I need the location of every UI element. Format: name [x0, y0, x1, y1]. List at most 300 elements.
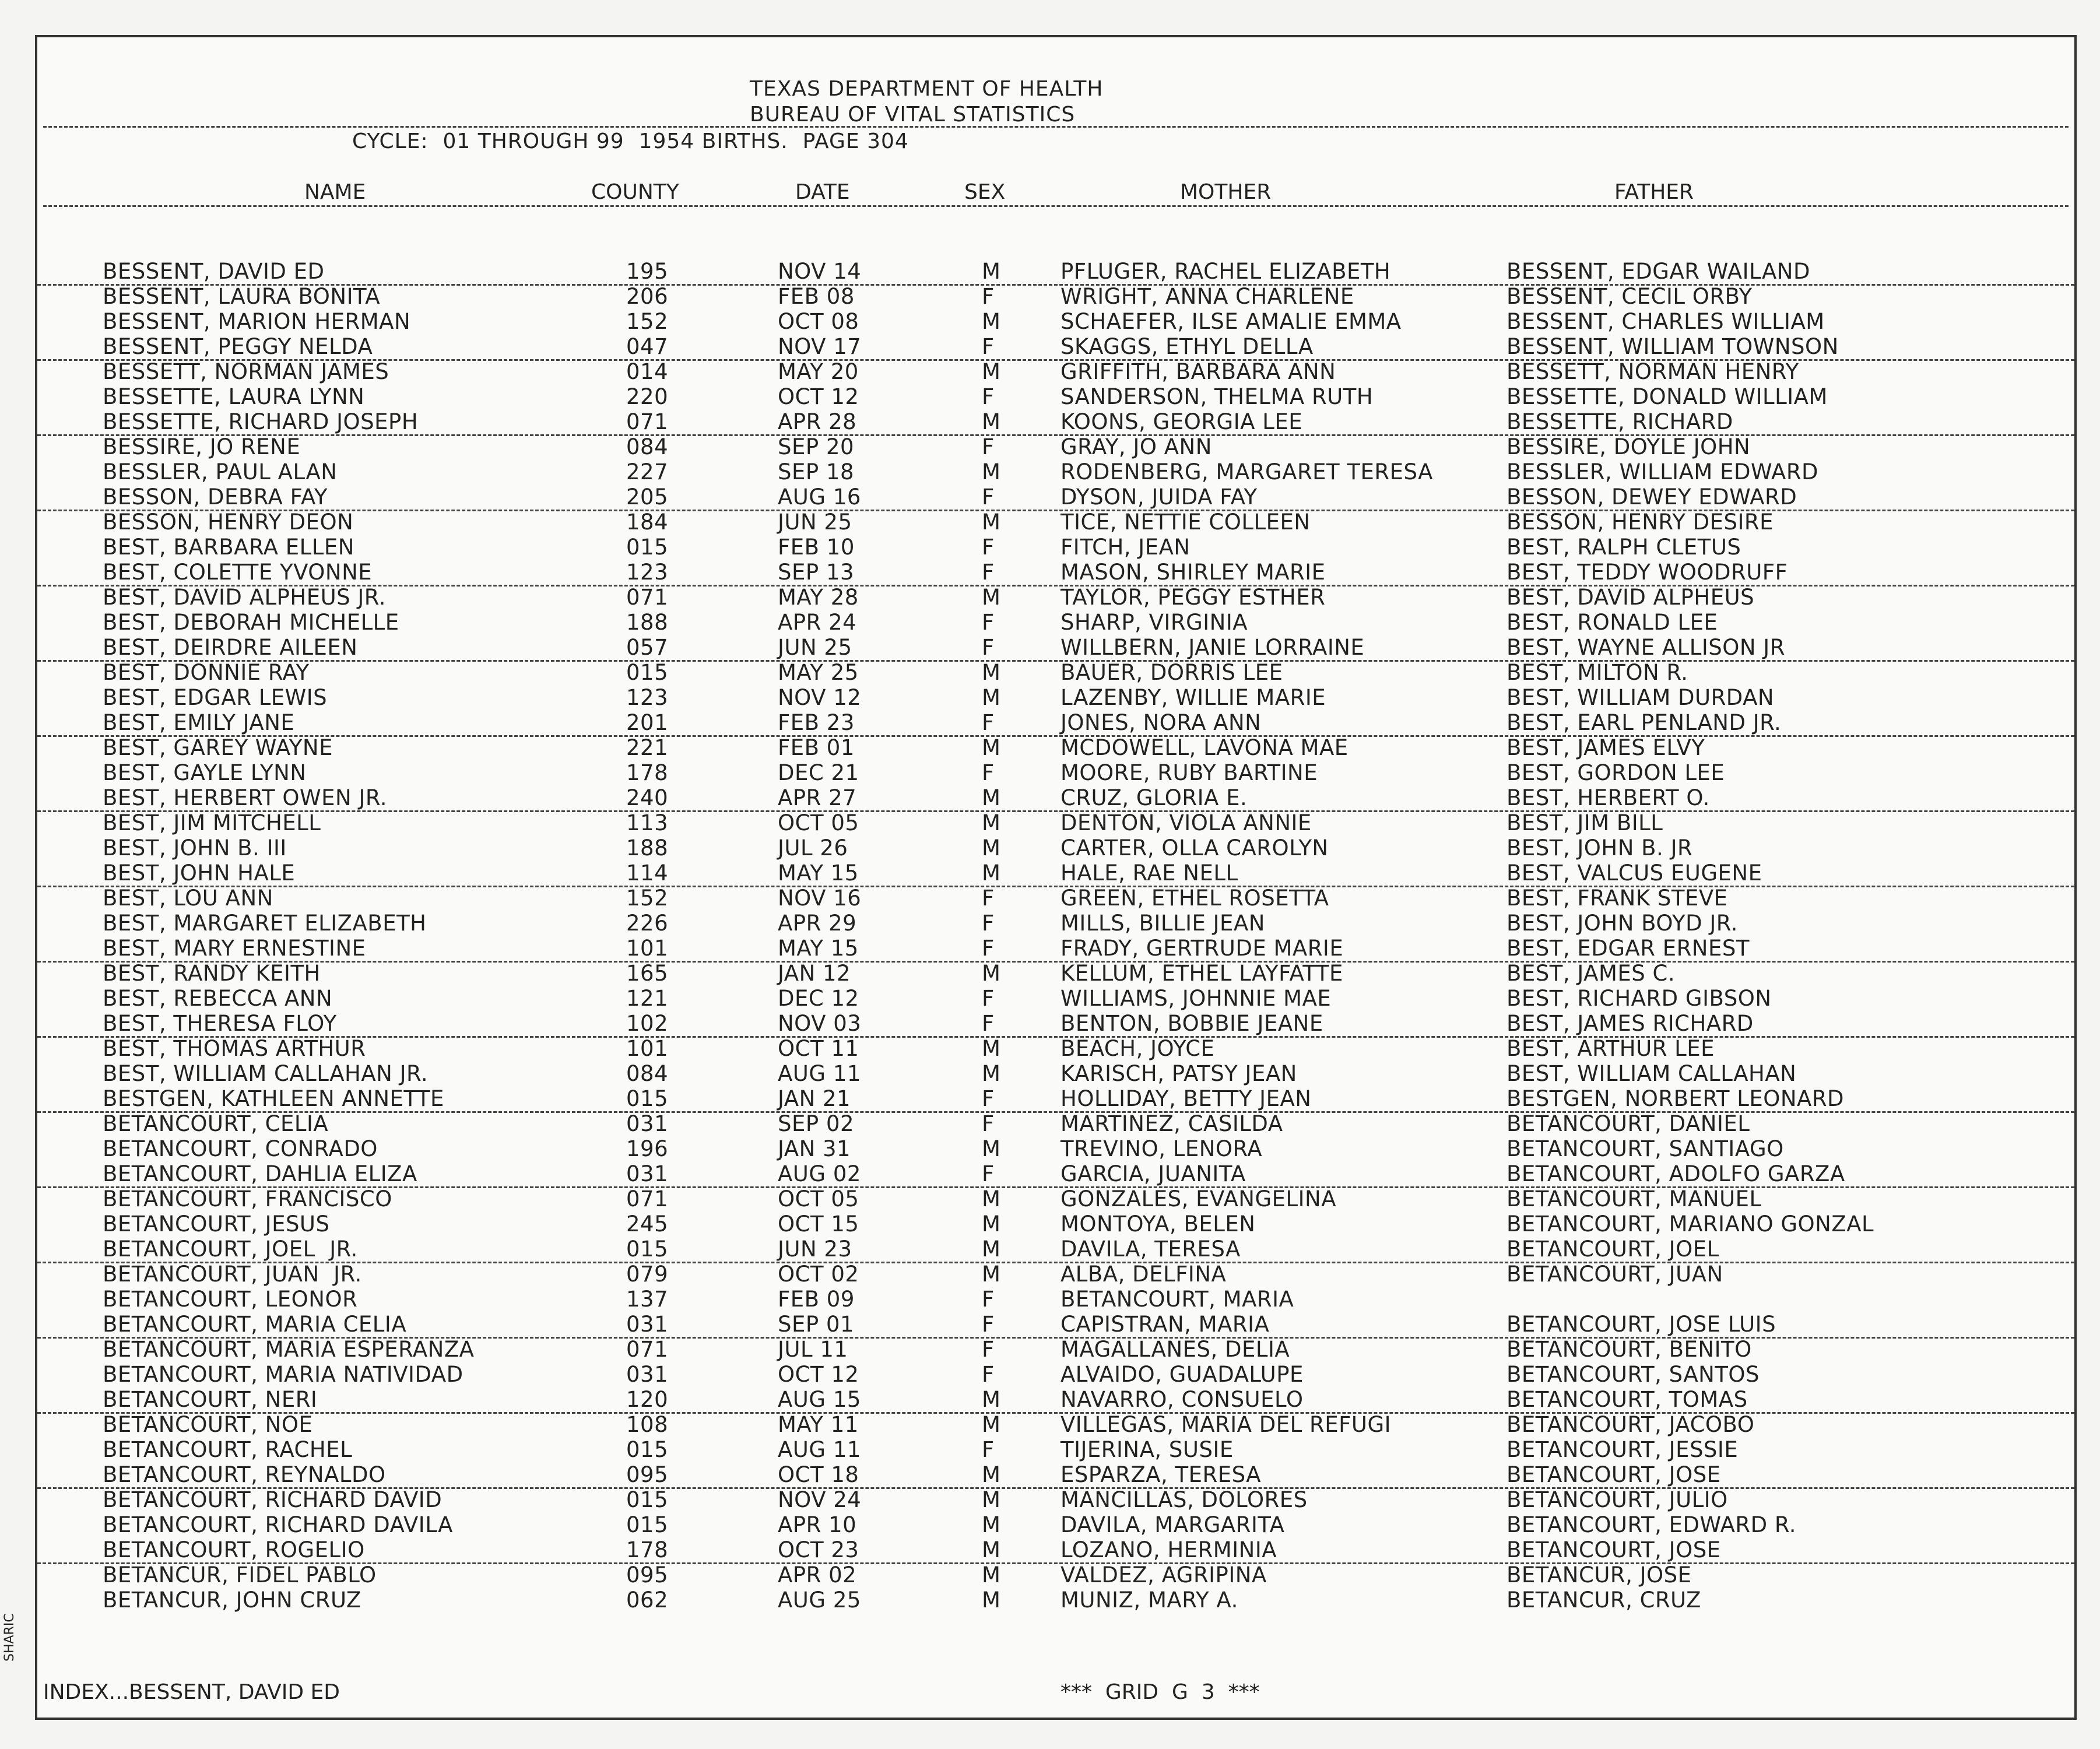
cell-date: MAY 28 [778, 585, 859, 610]
cell-mother: SANDERSON, THELMA RUTH [1060, 384, 1374, 409]
cell-father: BESSENT, WILLIAM TOWNSON [1506, 334, 1839, 359]
table-row [37, 685, 2074, 710]
cell-name: BETANCOURT, JUAN JR. [103, 1262, 362, 1287]
cell-mother: WILLBERN, JANIE LORRAINE [1060, 635, 1365, 660]
cell-date: APR 24 [778, 610, 857, 635]
cell-name: BETANCOURT, NOE [103, 1412, 313, 1437]
cell-date: MAY 25 [778, 660, 859, 685]
cell-date: APR 10 [778, 1512, 857, 1537]
cell-date: DEC 12 [778, 986, 859, 1011]
cell-father: BEST, DAVID ALPHEUS [1506, 585, 1755, 610]
column-header-date: DATE [795, 180, 850, 204]
cell-sex: M [982, 685, 1001, 710]
cell-father: BESTGEN, NORBERT LEONARD [1506, 1086, 1845, 1111]
cell-name: BETANCOURT, ROGELIO [103, 1537, 365, 1562]
cell-father: BESSENT, CECIL ORBY [1506, 284, 1753, 309]
cell-name: BESSON, DEBRA FAY [103, 484, 328, 510]
table-row [37, 510, 2074, 535]
cell-name: BETANCOURT, CONRADO [103, 1136, 378, 1161]
cell-date: NOV 24 [778, 1487, 862, 1512]
cell-sex: M [982, 1537, 1001, 1562]
table-row [37, 1387, 2074, 1414]
header-divider [43, 126, 2069, 128]
cell-sex: M [982, 1512, 1001, 1537]
table-row [37, 1111, 2074, 1136]
cell-sex: M [982, 1588, 1001, 1613]
cell-mother: MUNIZ, MARY A. [1060, 1588, 1238, 1613]
cell-father: BESSETTE, RICHARD [1506, 409, 1733, 434]
cell-father: BEST, JAMES RICHARD [1506, 1011, 1754, 1036]
cell-name: BEST, COLETTE YVONNE [103, 560, 373, 585]
cell-mother: SHARP, VIRGINIA [1060, 610, 1248, 635]
cell-father: BEST, TEDDY WOODRUFF [1506, 560, 1788, 585]
column-header-name: NAME [304, 180, 366, 204]
cell-county: 062 [626, 1588, 669, 1613]
cell-county: 031 [626, 1362, 669, 1387]
cell-name: BETANCOURT, LEONOR [103, 1287, 358, 1312]
cell-sex: M [982, 1562, 1001, 1588]
cell-sex: M [982, 1211, 1001, 1237]
cell-father: BETANCOURT, JULIO [1506, 1487, 1728, 1512]
cell-father: BEST, RICHARD GIBSON [1506, 986, 1772, 1011]
cell-county: 220 [626, 384, 669, 409]
cell-sex: M [982, 1487, 1001, 1512]
cell-father: BETANCOURT, ADOLFO GARZA [1506, 1161, 1845, 1186]
cell-county: 152 [626, 309, 669, 334]
table-row [37, 1061, 2074, 1086]
cell-county: 201 [626, 710, 669, 735]
cell-mother: BENTON, BOBBIE JEANE [1060, 1011, 1323, 1036]
grid-footer: *** GRID G 3 *** [1060, 1680, 1260, 1704]
cell-date: MAY 20 [778, 359, 859, 384]
cell-sex: F [982, 986, 995, 1011]
cell-mother: NAVARRO, CONSUELO [1060, 1387, 1304, 1412]
cell-date: NOV 03 [778, 1011, 862, 1036]
cell-date: AUG 02 [778, 1161, 861, 1186]
cell-name: BEST, BARBARA ELLEN [103, 535, 354, 560]
cell-mother: BEACH, JOYCE [1060, 1036, 1215, 1061]
table-row [37, 710, 2074, 737]
cell-name: BEST, RANDY KEITH [103, 961, 321, 986]
table-row [37, 1161, 2074, 1188]
index-footer: INDEX...BESSENT, DAVID ED [43, 1680, 340, 1704]
cell-sex: M [982, 259, 1001, 284]
table-row [37, 535, 2074, 560]
cell-county: 071 [626, 585, 669, 610]
cell-sex: F [982, 936, 995, 961]
table-row [37, 810, 2074, 835]
cell-name: BETANCUR, JOHN CRUZ [103, 1588, 361, 1613]
cell-date: AUG 15 [778, 1387, 861, 1412]
cell-mother: DAVILA, TERESA [1060, 1237, 1241, 1262]
cell-date: JAN 31 [778, 1136, 851, 1161]
table-row [37, 1186, 2074, 1211]
cell-father: BEST, JOHN BOYD JR. [1506, 911, 1738, 936]
table-row [37, 835, 2074, 861]
cell-father: BESSLER, WILLIAM EDWARD [1506, 459, 1819, 484]
cell-mother: RODENBERG, MARGARET TERESA [1060, 459, 1433, 484]
cell-mother: TREVINO, LENORA [1060, 1136, 1263, 1161]
cell-father: BETANCOURT, JACOBO [1506, 1412, 1755, 1437]
cell-name: BETANCOURT, JOEL JR. [103, 1237, 358, 1262]
cell-name: BETANCOURT, CELIA [103, 1111, 329, 1136]
cell-sex: M [982, 1462, 1001, 1487]
table-row [37, 660, 2074, 685]
cell-mother: GONZALES, EVANGELINA [1060, 1186, 1337, 1211]
cell-father: BETANCUR, JOSE [1506, 1562, 1692, 1588]
cell-date: NOV 17 [778, 334, 862, 359]
table-row [37, 886, 2074, 911]
table-row [37, 1412, 2074, 1437]
cell-mother: BETANCOURT, MARIA [1060, 1287, 1294, 1312]
cell-sex: F [982, 911, 995, 936]
cell-name: BETANCOURT, JESUS [103, 1211, 330, 1237]
cell-date: OCT 05 [778, 1186, 859, 1211]
cell-sex: M [982, 660, 1001, 685]
cell-father: BETANCOURT, MANUEL [1506, 1186, 1762, 1211]
cell-name: BETANCOURT, RACHEL [103, 1437, 353, 1462]
cell-sex: F [982, 1287, 995, 1312]
column-header-divider [43, 205, 2069, 207]
cell-father: BEST, WAYNE ALLISON JR [1506, 635, 1785, 660]
table-row [37, 384, 2074, 409]
cell-name: BETANCOURT, REYNALDO [103, 1462, 386, 1487]
cell-mother: WILLIAMS, JOHNNIE MAE [1060, 986, 1332, 1011]
table-row [37, 1086, 2074, 1113]
cell-county: 095 [626, 1562, 669, 1588]
cell-county: 015 [626, 1086, 669, 1111]
cell-sex: F [982, 1337, 995, 1362]
cell-county: 178 [626, 760, 669, 785]
cell-mother: MANCILLAS, DOLORES [1060, 1487, 1308, 1512]
cell-sex: M [982, 409, 1001, 434]
cell-county: 195 [626, 259, 669, 284]
cell-father: BETANCOURT, SANTIAGO [1506, 1136, 1784, 1161]
cell-sex: F [982, 1312, 995, 1337]
cell-sex: M [982, 359, 1001, 384]
cell-mother: LOZANO, HERMINIA [1060, 1537, 1277, 1562]
cell-county: 101 [626, 1036, 669, 1061]
cell-mother: GRIFFITH, BARBARA ANN [1060, 359, 1336, 384]
cell-father: BEST, JIM BILL [1506, 810, 1663, 835]
cell-father: BEST, WILLIAM DURDAN [1506, 685, 1775, 710]
cell-father: BETANCOURT, MARIANO GONZAL [1506, 1211, 1874, 1237]
cell-sex: M [982, 785, 1001, 810]
cell-name: BETANCOURT, MARIA NATIVIDAD [103, 1362, 463, 1387]
cell-mother: KOONS, GEORGIA LEE [1060, 409, 1303, 434]
cell-name: BEST, DAVID ALPHEUS JR. [103, 585, 386, 610]
cell-mother: BAUER, DORRIS LEE [1060, 660, 1283, 685]
column-header-county: COUNTY [591, 180, 679, 204]
cell-name: BESSIRE, JO RENE [103, 434, 301, 459]
cell-county: 240 [626, 785, 669, 810]
cell-father: BEST, ARTHUR LEE [1506, 1036, 1715, 1061]
cell-father: BEST, WILLIAM CALLAHAN [1506, 1061, 1797, 1086]
cell-sex: M [982, 510, 1001, 535]
cell-name: BEST, MARGARET ELIZABETH [103, 911, 427, 936]
cell-mother: HALE, RAE NELL [1060, 861, 1238, 886]
cell-mother: MONTOYA, BELEN [1060, 1211, 1256, 1237]
cell-sex: M [982, 585, 1001, 610]
table-row [37, 911, 2074, 936]
table-row [37, 1512, 2074, 1537]
cell-name: BETANCOURT, MARIA ESPERANZA [103, 1337, 475, 1362]
cell-father: BETANCOURT, JESSIE [1506, 1437, 1739, 1462]
cell-name: BESSETTE, LAURA LYNN [103, 384, 365, 409]
cell-date: SEP 13 [778, 560, 855, 585]
cell-date: SEP 01 [778, 1312, 855, 1337]
cell-father: BEST, EDGAR ERNEST [1506, 936, 1750, 961]
cell-name: BETANCOURT, RICHARD DAVID [103, 1487, 443, 1512]
cell-date: NOV 14 [778, 259, 862, 284]
cell-father: BETANCOURT, BENITO [1506, 1337, 1752, 1362]
cell-mother: MCDOWELL, LAVONA MAE [1060, 735, 1349, 760]
cell-mother: PFLUGER, RACHEL ELIZABETH [1060, 259, 1391, 284]
cell-father: BEST, JOHN B. JR [1506, 835, 1693, 861]
cell-sex: F [982, 635, 995, 660]
cell-county: 165 [626, 961, 669, 986]
cell-father: BETANCOURT, DANIEL [1506, 1111, 1750, 1136]
cell-county: 120 [626, 1387, 669, 1412]
cell-name: BESSETTE, RICHARD JOSEPH [103, 409, 419, 434]
table-row [37, 785, 2074, 812]
cell-name: BEST, JIM MITCHELL [103, 810, 321, 835]
cell-sex: M [982, 459, 1001, 484]
agency-title: TEXAS DEPARTMENT OF HEALTH [750, 77, 1104, 101]
cell-county: 137 [626, 1287, 669, 1312]
cell-mother: KARISCH, PATSY JEAN [1060, 1061, 1297, 1086]
cell-name: BESTGEN, KATHLEEN ANNETTE [103, 1086, 444, 1111]
cell-county: 101 [626, 936, 669, 961]
cell-mother: DENTON, VIOLA ANNIE [1060, 810, 1312, 835]
cell-sex: M [982, 1387, 1001, 1412]
table-row [37, 1312, 2074, 1339]
cell-date: NOV 12 [778, 685, 862, 710]
cell-county: 047 [626, 334, 669, 359]
cell-sex: M [982, 1412, 1001, 1437]
cell-name: BEST, HERBERT OWEN JR. [103, 785, 388, 810]
cell-sex: F [982, 1086, 995, 1111]
cell-county: 015 [626, 660, 669, 685]
cell-father: BESSON, DEWEY EDWARD [1506, 484, 1797, 510]
cell-date: JUL 11 [778, 1337, 848, 1362]
side-label: SHARIC [2, 1613, 17, 1662]
cell-mother: CARTER, OLLA CAROLYN [1060, 835, 1329, 861]
cell-date: AUG 25 [778, 1588, 861, 1613]
table-row [37, 409, 2074, 436]
cell-county: 031 [626, 1111, 669, 1136]
table-row [37, 1437, 2074, 1462]
cell-sex: M [982, 1136, 1001, 1161]
cell-date: OCT 12 [778, 384, 859, 409]
cell-county: 123 [626, 685, 669, 710]
cell-father: BETANCOURT, JOSE [1506, 1537, 1721, 1562]
cell-sex: M [982, 810, 1001, 835]
document-page [35, 35, 2077, 1720]
table-row [37, 610, 2074, 635]
cell-father: BESSETTE, DONALD WILLIAM [1506, 384, 1828, 409]
table-row [37, 459, 2074, 484]
cell-county: 108 [626, 1412, 669, 1437]
cell-county: 227 [626, 459, 669, 484]
cell-sex: F [982, 535, 995, 560]
cell-mother: CAPISTRAN, MARIA [1060, 1312, 1270, 1337]
cell-name: BEST, GAYLE LYNN [103, 760, 307, 785]
cell-name: BESSENT, PEGGY NELDA [103, 334, 373, 359]
cell-name: BETANCOURT, RICHARD DAVILA [103, 1512, 453, 1537]
cycle-line: CYCLE: 01 THROUGH 99 1954 BIRTHS. PAGE 304 [352, 129, 909, 153]
cell-name: BEST, DONNIE RAY [103, 660, 310, 685]
cell-date: JUN 25 [778, 510, 852, 535]
cell-father: BEST, RALPH CLETUS [1506, 535, 1741, 560]
cell-father: BEST, FRANK STEVE [1506, 886, 1728, 911]
cell-name: BEST, GAREY WAYNE [103, 735, 333, 760]
cell-name: BEST, JOHN HALE [103, 861, 296, 886]
cell-mother: HOLLIDAY, BETTY JEAN [1060, 1086, 1312, 1111]
table-row [37, 635, 2074, 662]
cell-sex: M [982, 735, 1001, 760]
table-row [37, 1262, 2074, 1287]
table-row [37, 1537, 2074, 1564]
cell-date: MAY 15 [778, 861, 859, 886]
cell-date: OCT 18 [778, 1462, 859, 1487]
cell-county: 071 [626, 409, 669, 434]
cell-date: MAY 11 [778, 1412, 859, 1437]
cell-county: 015 [626, 535, 669, 560]
cell-county: 188 [626, 610, 669, 635]
cell-county: 031 [626, 1312, 669, 1337]
cell-county: 015 [626, 1512, 669, 1537]
cell-name: BEST, JOHN B. III [103, 835, 287, 861]
cell-name: BETANCOURT, MARIA CELIA [103, 1312, 407, 1337]
cell-sex: M [982, 1061, 1001, 1086]
cell-date: SEP 18 [778, 459, 855, 484]
cell-mother: SCHAEFER, ILSE AMALIE EMMA [1060, 309, 1402, 334]
table-row [37, 1287, 2074, 1312]
cell-father: BETANCOURT, SANTOS [1506, 1362, 1760, 1387]
cell-father: BEST, VALCUS EUGENE [1506, 861, 1762, 886]
cell-mother: MOORE, RUBY BARTINE [1060, 760, 1318, 785]
cell-date: OCT 15 [778, 1211, 859, 1237]
cell-name: BEST, MARY ERNESTINE [103, 936, 366, 961]
cell-father: BETANCOURT, JUAN [1506, 1262, 1723, 1287]
cell-county: 102 [626, 1011, 669, 1036]
cell-mother: DYSON, JUIDA FAY [1060, 484, 1258, 510]
cell-name: BESSON, HENRY DEON [103, 510, 354, 535]
cell-name: BEST, LOU ANN [103, 886, 273, 911]
cell-father: BEST, HERBERT O. [1506, 785, 1710, 810]
cell-date: MAY 15 [778, 936, 859, 961]
cell-county: 188 [626, 835, 669, 861]
cell-sex: F [982, 610, 995, 635]
cell-county: 221 [626, 735, 669, 760]
cell-date: OCT 23 [778, 1537, 859, 1562]
cell-date: JUL 26 [778, 835, 848, 861]
cell-name: BESSENT, DAVID ED [103, 259, 325, 284]
cell-county: 015 [626, 1487, 669, 1512]
cell-date: FEB 08 [778, 284, 855, 309]
cell-county: 014 [626, 359, 669, 384]
cell-county: 113 [626, 810, 669, 835]
cell-mother: MARTINEZ, CASILDA [1060, 1111, 1283, 1136]
cell-name: BEST, DEIRDRE AILEEN [103, 635, 358, 660]
cell-date: OCT 08 [778, 309, 859, 334]
cell-date: JAN 21 [778, 1086, 851, 1111]
cell-date: APR 28 [778, 409, 857, 434]
cell-father: BESSENT, EDGAR WAILAND [1506, 259, 1810, 284]
cell-date: AUG 11 [778, 1437, 861, 1462]
table-row [37, 1011, 2074, 1038]
cell-father: BEST, JAMES ELVY [1506, 735, 1705, 760]
cell-mother: TAYLOR, PEGGY ESTHER [1060, 585, 1326, 610]
cell-name: BEST, THERESA FLOY [103, 1011, 337, 1036]
cell-father: BESSENT, CHARLES WILLIAM [1506, 309, 1825, 334]
cell-date: OCT 02 [778, 1262, 859, 1287]
table-row [37, 309, 2074, 334]
cell-date: SEP 20 [778, 434, 855, 459]
table-row [37, 986, 2074, 1011]
table-row [37, 284, 2074, 309]
column-header-sex: SEX [964, 180, 1006, 204]
table-row [37, 1036, 2074, 1061]
table-row [37, 1237, 2074, 1263]
cell-father: BETANCOURT, JOSE LUIS [1506, 1312, 1776, 1337]
cell-county: 114 [626, 861, 669, 886]
cell-date: JAN 12 [778, 961, 851, 986]
cell-sex: F [982, 1011, 995, 1036]
cell-father: BEST, MILTON R. [1506, 660, 1688, 685]
cell-date: SEP 02 [778, 1111, 855, 1136]
table-row [37, 1487, 2074, 1512]
cell-mother: WRIGHT, ANNA CHARLENE [1060, 284, 1354, 309]
cell-name: BEST, THOMAS ARTHUR [103, 1036, 366, 1061]
cell-date: APR 29 [778, 911, 857, 936]
cell-father: BETANCOURT, JOEL [1506, 1237, 1719, 1262]
cell-sex: M [982, 1186, 1001, 1211]
table-row [37, 936, 2074, 963]
table-row [37, 1588, 2074, 1613]
cell-name: BESSLER, PAUL ALAN [103, 459, 338, 484]
cell-sex: M [982, 1262, 1001, 1287]
cell-date: FEB 01 [778, 735, 855, 760]
cell-county: 152 [626, 886, 669, 911]
cell-date: OCT 11 [778, 1036, 859, 1061]
cell-county: 071 [626, 1186, 669, 1211]
cell-sex: F [982, 434, 995, 459]
cell-sex: M [982, 961, 1001, 986]
table-row [37, 359, 2074, 384]
cell-date: AUG 11 [778, 1061, 861, 1086]
cell-name: BEST, EMILY JANE [103, 710, 295, 735]
cell-father: BETANCUR, CRUZ [1506, 1588, 1701, 1613]
cell-sex: F [982, 1437, 995, 1462]
cell-father: BEST, GORDON LEE [1506, 760, 1725, 785]
cell-name: BETANCOURT, DAHLIA ELIZA [103, 1161, 417, 1186]
cell-mother: GREEN, ETHEL ROSETTA [1060, 886, 1329, 911]
table-row [37, 1362, 2074, 1387]
cell-sex: M [982, 1036, 1001, 1061]
cell-sex: F [982, 1111, 995, 1136]
cell-date: OCT 05 [778, 810, 859, 835]
table-row [37, 961, 2074, 986]
table-row [37, 585, 2074, 610]
cell-mother: KELLUM, ETHEL LAYFATTE [1060, 961, 1343, 986]
cell-father: BEST, RONALD LEE [1506, 610, 1718, 635]
cell-county: 245 [626, 1211, 669, 1237]
cell-date: FEB 10 [778, 535, 855, 560]
cell-county: 206 [626, 284, 669, 309]
cell-sex: M [982, 309, 1001, 334]
